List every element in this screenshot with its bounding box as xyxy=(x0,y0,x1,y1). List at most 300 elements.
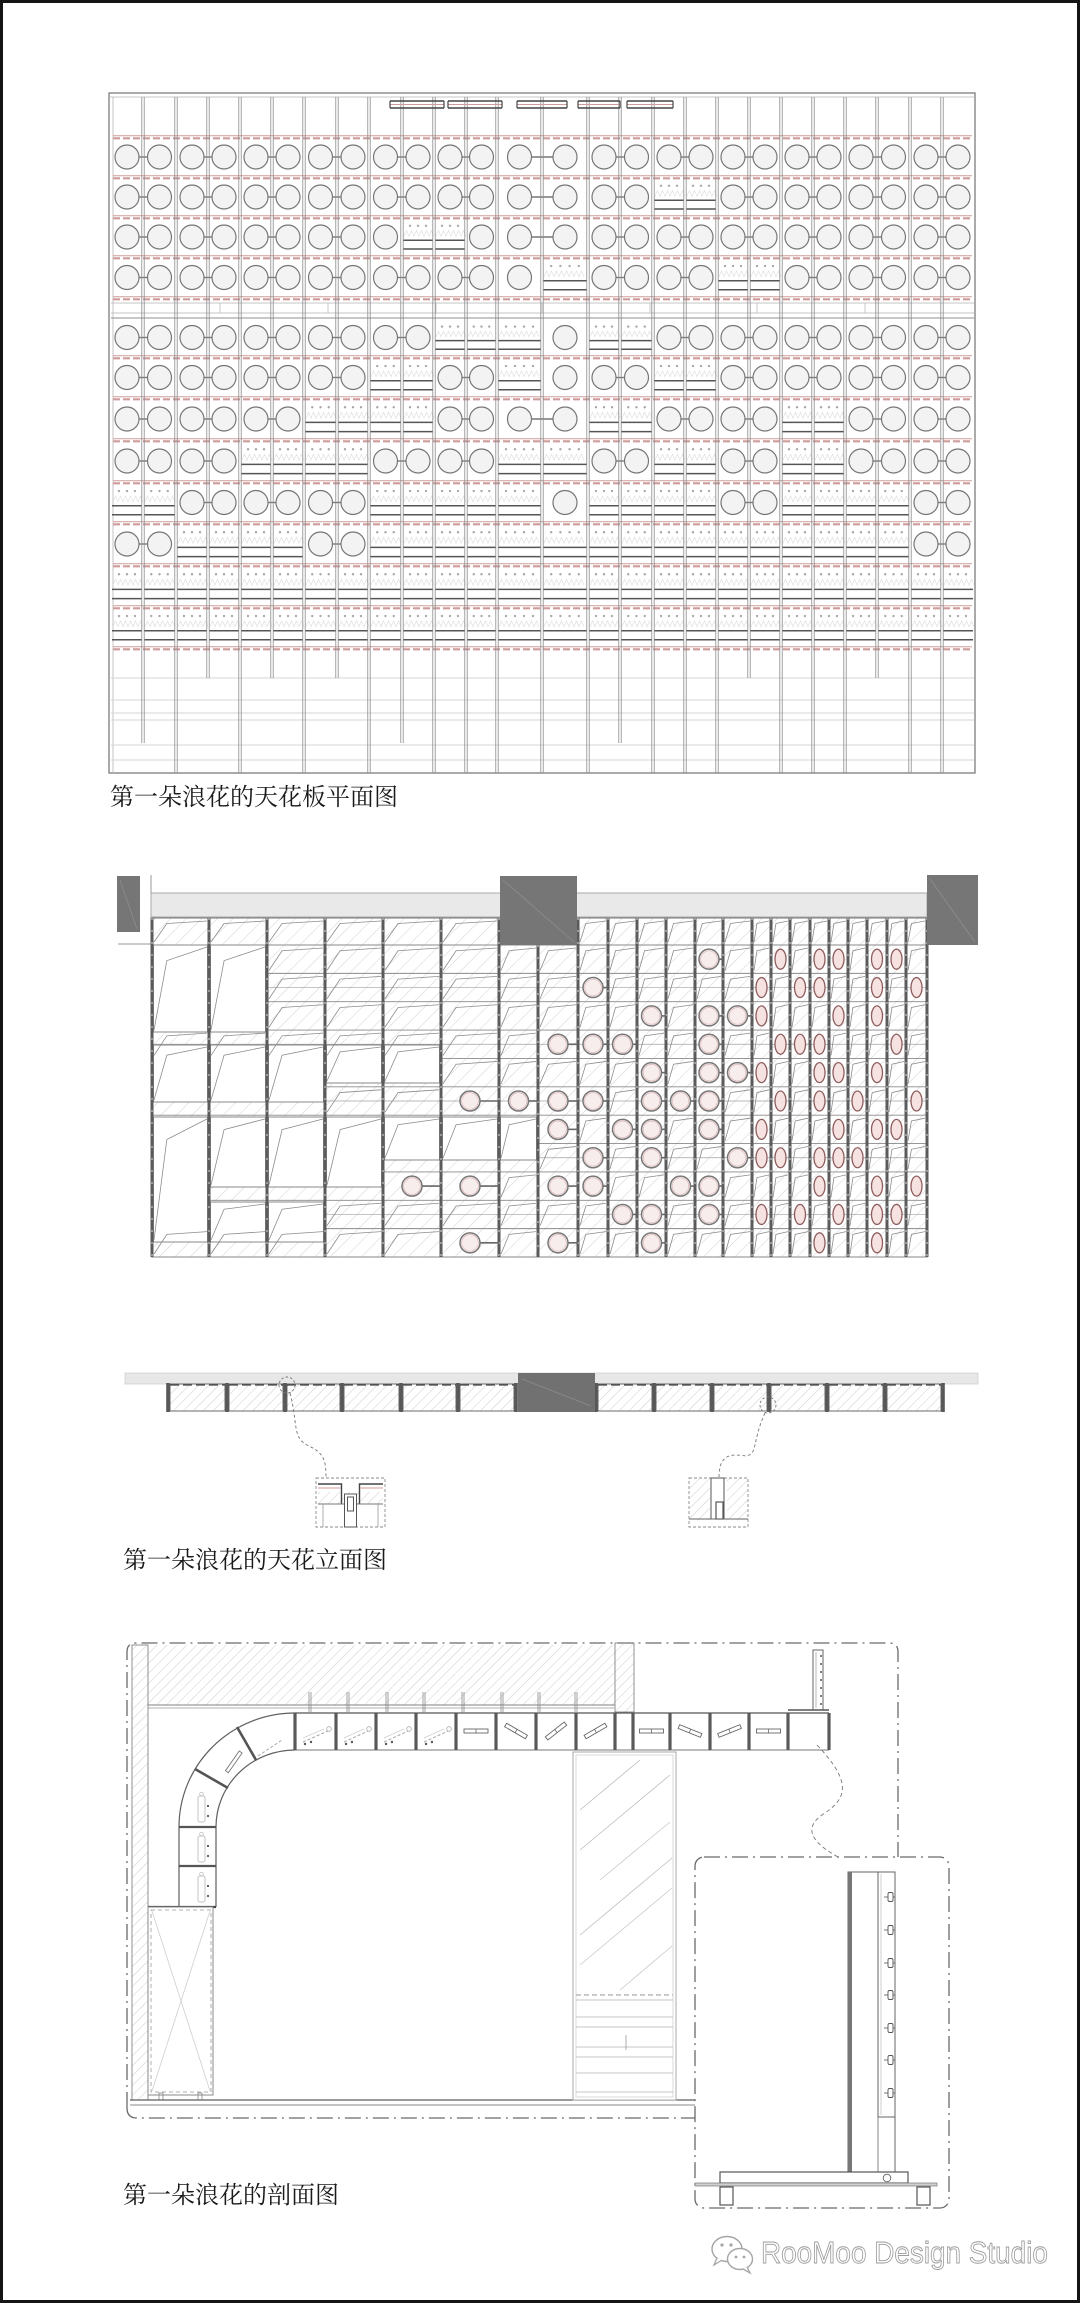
round-panel-icon xyxy=(657,326,681,350)
round-panel-icon xyxy=(470,145,494,169)
slat-dot xyxy=(532,490,534,492)
slat-dot xyxy=(328,448,330,450)
slat-dot xyxy=(441,490,443,492)
slat-dot xyxy=(828,531,830,533)
round-panel-icon xyxy=(689,225,713,249)
slat-dot xyxy=(660,573,662,575)
slat-dot xyxy=(820,406,822,408)
round-panel-icon xyxy=(244,185,268,209)
round-panel-icon xyxy=(946,407,970,431)
round-panel-icon xyxy=(914,407,938,431)
slat-dot xyxy=(514,365,516,367)
round-panel-icon xyxy=(689,145,713,169)
round-panel-icon xyxy=(753,326,777,350)
round-panel-icon xyxy=(625,449,649,473)
slat-dot xyxy=(376,490,378,492)
slat-dot xyxy=(505,615,507,617)
slat-dot xyxy=(772,531,774,533)
round-panel-icon xyxy=(374,266,398,290)
round-panel-icon xyxy=(115,366,139,390)
oval-fixture-icon xyxy=(814,1176,825,1196)
slat-dot xyxy=(692,448,694,450)
slat-dot xyxy=(376,615,378,617)
slat-dot xyxy=(134,615,136,617)
slat-dot xyxy=(384,490,386,492)
round-panel-icon xyxy=(657,145,681,169)
module-post xyxy=(883,1383,887,1412)
slat-dot xyxy=(578,573,580,575)
slat-dot xyxy=(559,531,561,533)
slat-dot xyxy=(578,448,580,450)
slat-dot xyxy=(457,225,459,227)
slat-dot xyxy=(635,325,637,327)
slat-dot xyxy=(532,365,534,367)
ceiling-module-panel xyxy=(656,1384,710,1411)
slat-dot xyxy=(473,325,475,327)
ceiling-module-panel xyxy=(887,1384,941,1411)
oval-fixture-icon xyxy=(795,1204,806,1224)
slat-dot xyxy=(828,615,830,617)
slat-dot xyxy=(756,531,758,533)
slat-dot xyxy=(532,448,534,450)
round-panel-icon xyxy=(946,532,970,556)
slat-dot xyxy=(644,490,646,492)
slat-dot xyxy=(514,325,516,327)
slat-dot xyxy=(550,531,552,533)
slat-dot xyxy=(892,531,894,533)
slat-dot xyxy=(505,531,507,533)
slat-dot xyxy=(287,531,289,533)
bottle-outline xyxy=(198,1836,205,1862)
oval-fixture-icon xyxy=(814,1063,825,1083)
slat-dot xyxy=(700,615,702,617)
slat-dot xyxy=(933,615,935,617)
slat-dot xyxy=(384,573,386,575)
oval-fixture-icon xyxy=(891,1204,902,1224)
slat-dot xyxy=(505,448,507,450)
round-panel-icon xyxy=(438,449,462,473)
slat-dot xyxy=(820,448,822,450)
slat-dot xyxy=(215,531,217,533)
detail-base-plate xyxy=(720,2172,908,2183)
round-panel-icon xyxy=(508,185,532,209)
round-fixture-icon xyxy=(548,1034,568,1054)
slat-dot xyxy=(488,573,490,575)
round-panel-icon xyxy=(341,185,365,209)
round-panel-icon xyxy=(470,266,494,290)
bottle-dot xyxy=(304,1743,306,1745)
slat-dot xyxy=(933,573,935,575)
slat-dot xyxy=(287,448,289,450)
slat-dot xyxy=(425,573,427,575)
oval-fixture-icon xyxy=(872,949,883,969)
oval-fixture-icon xyxy=(756,1063,767,1083)
slat-dot xyxy=(595,406,597,408)
slat-dot xyxy=(756,265,758,267)
slat-dot xyxy=(708,573,710,575)
round-panel-icon xyxy=(374,225,398,249)
bottle-cap xyxy=(447,1727,452,1732)
round-panel-icon xyxy=(148,145,172,169)
module-post xyxy=(514,1383,518,1412)
round-panel-icon xyxy=(553,185,577,209)
round-fixture-icon xyxy=(548,1233,568,1253)
module-post xyxy=(534,1713,537,1750)
module-post xyxy=(747,1713,750,1750)
slat-dot xyxy=(417,406,419,408)
round-panel-icon xyxy=(212,326,236,350)
round-panel-icon xyxy=(406,145,430,169)
bottle-outline xyxy=(424,1729,444,1738)
round-panel-icon xyxy=(914,145,938,169)
round-panel-icon xyxy=(914,266,938,290)
slat-dot xyxy=(692,365,694,367)
slat-dot xyxy=(724,531,726,533)
slat-dot xyxy=(384,615,386,617)
slat-dot xyxy=(523,448,525,450)
ceiling-slab xyxy=(148,1645,615,1705)
slat-dot xyxy=(804,573,806,575)
slat-dot xyxy=(635,615,637,617)
oval-fixture-icon xyxy=(852,1091,863,1111)
ceiling-module-panel xyxy=(229,1384,283,1411)
module-post xyxy=(374,1713,377,1750)
round-panel-icon xyxy=(914,532,938,556)
slat-dot xyxy=(740,531,742,533)
slat-dot xyxy=(568,448,570,450)
slat-dot xyxy=(417,615,419,617)
slat-dot xyxy=(311,406,313,408)
slat-dot xyxy=(732,265,734,267)
bottle-dot xyxy=(207,1815,209,1817)
slat-dot xyxy=(796,406,798,408)
round-fixture-icon xyxy=(460,1176,480,1196)
curve-divider xyxy=(195,1769,228,1788)
slat-dot xyxy=(668,185,670,187)
slat-dot xyxy=(668,448,670,450)
slat-dot xyxy=(514,531,516,533)
round-panel-icon xyxy=(115,266,139,290)
round-panel-icon xyxy=(785,366,809,390)
round-panel-icon xyxy=(721,145,745,169)
round-panel-icon xyxy=(148,185,172,209)
round-panel-icon xyxy=(553,326,577,350)
round-panel-icon xyxy=(470,366,494,390)
round-panel-icon xyxy=(180,145,204,169)
round-panel-icon xyxy=(946,145,970,169)
slat-dot xyxy=(764,531,766,533)
slat-dot xyxy=(860,490,862,492)
module-post xyxy=(283,1383,287,1412)
slat-dot xyxy=(635,406,637,408)
round-panel-icon xyxy=(657,225,681,249)
slat-dot xyxy=(627,490,629,492)
slat-dot xyxy=(868,531,870,533)
module-post xyxy=(710,1383,714,1412)
slat-dot xyxy=(279,573,281,575)
round-panel-icon xyxy=(689,326,713,350)
round-panel-icon xyxy=(309,491,333,515)
slat-dot xyxy=(788,490,790,492)
slat-dot xyxy=(732,531,734,533)
slat-dot xyxy=(820,490,822,492)
round-fixture-icon xyxy=(548,1091,568,1111)
round-panel-icon xyxy=(406,326,430,350)
round-panel-icon xyxy=(817,145,841,169)
slat-dot xyxy=(425,225,427,227)
slat-dot xyxy=(231,615,233,617)
round-fixture-icon xyxy=(613,1034,633,1054)
slat-dot xyxy=(384,406,386,408)
detail-leader-line xyxy=(812,1745,843,1857)
slat-dot xyxy=(692,185,694,187)
slat-dot xyxy=(457,615,459,617)
slat-dot xyxy=(559,448,561,450)
round-panel-icon xyxy=(438,145,462,169)
round-fixture-icon xyxy=(642,1148,662,1168)
round-panel-icon xyxy=(180,185,204,209)
round-panel-icon xyxy=(753,407,777,431)
slat-dot xyxy=(376,531,378,533)
slat-dot xyxy=(595,615,597,617)
round-panel-icon xyxy=(148,449,172,473)
slat-dot xyxy=(676,615,678,617)
round-panel-icon xyxy=(212,366,236,390)
slat-dot xyxy=(360,448,362,450)
round-panel-icon xyxy=(946,185,970,209)
detail-foot xyxy=(720,2187,733,2205)
bottle-dot xyxy=(431,1741,433,1743)
round-panel-icon xyxy=(849,145,873,169)
slat-dot xyxy=(449,531,451,533)
slat-dot xyxy=(191,615,193,617)
round-fixture-icon xyxy=(642,1063,662,1083)
slat-dot xyxy=(740,615,742,617)
slat-dot xyxy=(409,406,411,408)
slat-dot xyxy=(457,531,459,533)
slat-dot xyxy=(505,573,507,575)
module-post xyxy=(454,1713,457,1750)
slat-dot xyxy=(852,573,854,575)
slat-dot xyxy=(796,615,798,617)
ceiling-module-panel xyxy=(829,1384,883,1411)
slat-dot xyxy=(901,615,903,617)
slat-dot xyxy=(644,406,646,408)
round-panel-icon xyxy=(180,326,204,350)
slat-dot xyxy=(611,573,613,575)
round-panel-icon xyxy=(849,449,873,473)
round-panel-icon xyxy=(148,266,172,290)
slat-dot xyxy=(957,573,959,575)
ceiling-module-panel xyxy=(403,1384,456,1411)
round-panel-icon xyxy=(753,225,777,249)
slat-dot xyxy=(488,531,490,533)
round-panel-icon xyxy=(341,366,365,390)
slat-dot xyxy=(740,265,742,267)
slat-dot xyxy=(559,573,561,575)
bolt-icon xyxy=(888,2056,893,2065)
bottle-dot xyxy=(207,1855,209,1857)
slat-dot xyxy=(311,448,313,450)
slat-dot xyxy=(796,531,798,533)
round-panel-icon xyxy=(721,366,745,390)
detail-leader-line xyxy=(719,1413,765,1478)
oval-fixture-icon xyxy=(814,1034,825,1054)
round-panel-icon xyxy=(689,407,713,431)
round-panel-icon xyxy=(753,491,777,515)
slat-dot xyxy=(231,531,233,533)
slat-dot xyxy=(215,573,217,575)
slat-dot xyxy=(532,325,534,327)
slat-dot xyxy=(949,573,951,575)
slat-dot xyxy=(417,490,419,492)
slat-dot xyxy=(627,406,629,408)
slat-dot xyxy=(199,531,201,533)
slat-dot xyxy=(559,615,561,617)
ceiling-plan-drawing xyxy=(109,93,975,773)
slat-dot xyxy=(660,185,662,187)
round-panel-icon xyxy=(592,449,616,473)
slat-dot xyxy=(523,490,525,492)
slat-dot xyxy=(796,490,798,492)
slat-dot xyxy=(523,365,525,367)
slat-dot xyxy=(409,531,411,533)
slat-dot xyxy=(384,365,386,367)
slat-dot xyxy=(595,573,597,575)
round-panel-icon xyxy=(592,225,616,249)
round-fixture-icon xyxy=(699,1006,719,1026)
round-fixture-icon xyxy=(509,1091,529,1111)
round-panel-icon xyxy=(212,185,236,209)
slat-dot xyxy=(319,573,321,575)
slat-dot xyxy=(473,531,475,533)
round-panel-icon xyxy=(657,407,681,431)
bracket-dot xyxy=(820,1671,822,1673)
round-panel-icon xyxy=(882,407,906,431)
round-panel-icon xyxy=(946,366,970,390)
slat-dot xyxy=(852,615,854,617)
slat-dot xyxy=(611,490,613,492)
slat-dot xyxy=(167,490,169,492)
oval-fixture-icon xyxy=(756,1006,767,1026)
slat-dot xyxy=(860,531,862,533)
bolt-icon xyxy=(888,2089,893,2098)
slat-dot xyxy=(550,448,552,450)
ceiling-module-panel xyxy=(598,1384,652,1411)
round-fixture-icon xyxy=(642,1233,662,1253)
round-panel-icon xyxy=(753,185,777,209)
slat-dot xyxy=(772,615,774,617)
detail-foot xyxy=(917,2187,930,2205)
round-fixture-icon xyxy=(583,1091,603,1111)
module-post xyxy=(613,1713,616,1750)
slat-dot xyxy=(319,448,321,450)
slat-dot xyxy=(215,615,217,617)
slat-dot xyxy=(668,615,670,617)
slat-dot xyxy=(425,365,427,367)
round-panel-icon xyxy=(849,266,873,290)
bolt-icon xyxy=(888,1991,893,2000)
round-panel-icon xyxy=(115,326,139,350)
oval-fixture-icon xyxy=(795,1034,806,1054)
slat-dot xyxy=(772,573,774,575)
bolt-icon xyxy=(888,2024,893,2033)
bottle-outline xyxy=(303,1729,324,1738)
oval-fixture-icon xyxy=(775,1091,786,1111)
slat-dot xyxy=(550,265,552,267)
round-panel-icon xyxy=(849,225,873,249)
round-panel-icon xyxy=(341,225,365,249)
detail-plate xyxy=(848,1872,852,2173)
round-fixture-icon xyxy=(548,1119,568,1139)
bottle-dot xyxy=(345,1743,347,1745)
slat-dot xyxy=(523,531,525,533)
cross-section-drawing xyxy=(127,1643,949,2208)
module-post xyxy=(767,1383,771,1412)
round-panel-icon xyxy=(914,366,938,390)
slat-dot xyxy=(223,573,225,575)
round-panel-icon xyxy=(849,407,873,431)
bottle-outline xyxy=(198,1876,205,1902)
slat-dot xyxy=(884,490,886,492)
round-fixture-icon xyxy=(613,1204,633,1224)
slat-dot xyxy=(917,573,919,575)
round-panel-icon xyxy=(470,407,494,431)
slat-dot xyxy=(788,615,790,617)
module-post xyxy=(786,1713,789,1750)
round-panel-icon xyxy=(817,366,841,390)
watermark-text: RooMoo Design Studio xyxy=(761,2235,1048,2270)
slat-dot xyxy=(820,531,822,533)
round-panel-icon xyxy=(721,326,745,350)
watermark xyxy=(709,2232,1054,2276)
slat-dot xyxy=(635,531,637,533)
slat-dot xyxy=(158,573,160,575)
slat-dot xyxy=(126,490,128,492)
round-panel-icon xyxy=(882,225,906,249)
slat-dot xyxy=(595,325,597,327)
oval-fixture-icon xyxy=(872,1176,883,1196)
bracket-dot xyxy=(820,1703,822,1705)
round-panel-icon xyxy=(374,449,398,473)
slat-dot xyxy=(287,573,289,575)
slat-dot xyxy=(295,573,297,575)
round-fixture-icon xyxy=(642,1006,662,1026)
oval-fixture-icon xyxy=(775,1034,786,1054)
round-panel-icon xyxy=(817,326,841,350)
slat-dot xyxy=(376,365,378,367)
round-panel-icon xyxy=(508,225,532,249)
slat-dot xyxy=(514,448,516,450)
bottle-outline xyxy=(198,1796,205,1822)
slat-dot xyxy=(595,531,597,533)
slat-dot xyxy=(692,573,694,575)
round-panel-icon xyxy=(592,145,616,169)
round-panel-icon xyxy=(309,185,333,209)
round-panel-icon xyxy=(914,225,938,249)
slat-dot xyxy=(860,615,862,617)
round-panel-icon xyxy=(753,449,777,473)
slat-dot xyxy=(660,490,662,492)
slat-dot xyxy=(344,448,346,450)
slat-dot xyxy=(441,573,443,575)
round-panel-icon xyxy=(914,326,938,350)
slat-dot xyxy=(480,573,482,575)
slat-dot xyxy=(668,531,670,533)
slat-dot xyxy=(804,448,806,450)
slat-dot xyxy=(901,490,903,492)
slat-dot xyxy=(279,531,281,533)
